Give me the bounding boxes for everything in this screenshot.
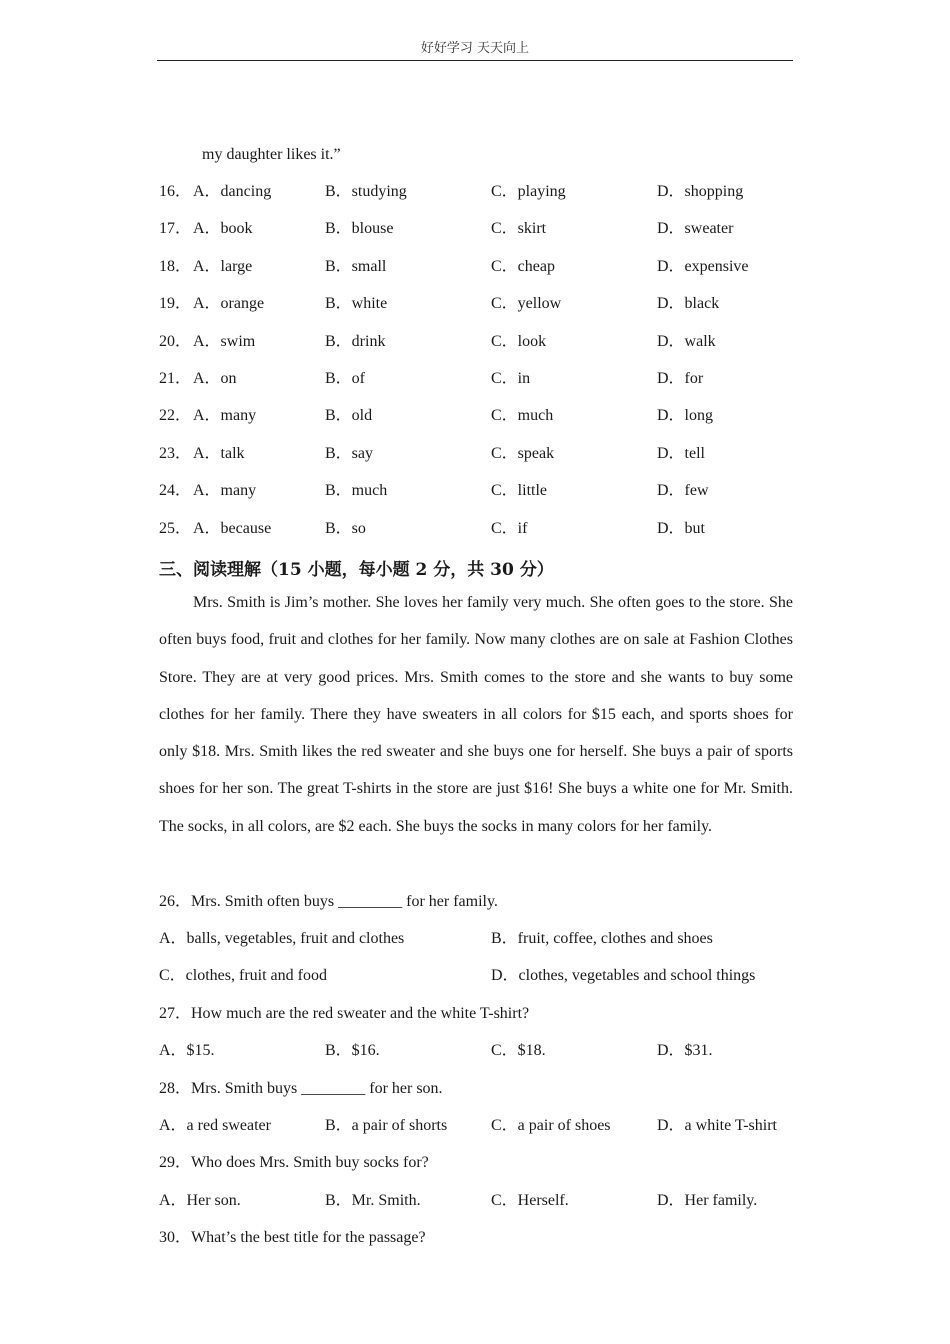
- option-a: A．many: [193, 407, 257, 425]
- option-b: B．much: [325, 482, 388, 500]
- question-number: 23．: [159, 444, 192, 462]
- option-a: A．balls, vegetables, fruit and clothes: [159, 930, 405, 947]
- cloze-question-18: [159, 257, 799, 277]
- question-26-options-row1: [159, 929, 799, 949]
- option-a: A．$15.: [159, 1042, 215, 1059]
- intro-line: my daughter likes it.”: [202, 146, 341, 163]
- cloze-question-23: [159, 444, 799, 464]
- question-28: 28．Mrs. Smith buys ________ for her son.: [159, 1080, 443, 1097]
- option-a: A．many: [193, 482, 257, 500]
- option-a: A．book: [193, 220, 253, 238]
- option-c: C．$18.: [491, 1042, 546, 1059]
- option-c: C．much: [491, 407, 554, 425]
- question-27-options: [159, 1041, 799, 1061]
- question-number: 25．: [159, 519, 192, 537]
- option-d: D．sweater: [657, 220, 734, 238]
- option-b: B．studying: [325, 183, 407, 200]
- option-b: B．so: [325, 519, 366, 537]
- option-c: C．in: [491, 370, 531, 387]
- option-d: D．tell: [657, 444, 705, 462]
- cloze-question-22: [159, 406, 799, 426]
- option-c: C．speak: [491, 444, 555, 462]
- passage-text: Mrs. Smith is Jim’s mother. She loves her family very much. She often goes to the store. She often buys food, fruit and clothes for her family. Now many clothes are on sale at Fashion Clothes Store. They are at very good prices. Mrs. Smith comes to the store and she wants to buy some clothes for her family. There they have sweaters in all colors for $15 each, and sports shoes for only $18. Mrs. Smith likes the red sweater and she buys one for herself. She buys a pair of sports shoes for her son. The great T-shirts in the store are just $16! She buys a white one for Mr. Smith. The socks, in all colors, are $2 each. She buys the socks in many colors for her family.: [159, 594, 793, 835]
- option-d: D．expensive: [657, 257, 749, 275]
- option-a: A．Her son.: [159, 1192, 241, 1209]
- page-header: 好好学习 天天向上: [420, 41, 530, 56]
- option-c: C．a pair of shoes: [491, 1117, 611, 1134]
- option-d: D．a white T-shirt: [657, 1117, 777, 1134]
- section-title: 三、阅读理解（15 小题，每小题 2 分，共 30 分）: [159, 560, 554, 580]
- option-d: D．shopping: [657, 183, 744, 200]
- option-d: D．for: [657, 370, 704, 387]
- question-number: 24．: [159, 482, 192, 500]
- option-b: B．say: [325, 444, 374, 462]
- question-number: 20．: [159, 332, 192, 350]
- option-c: C．Herself.: [491, 1192, 569, 1209]
- cloze-question-16: [159, 182, 799, 202]
- option-d: D．Her family.: [657, 1192, 758, 1209]
- question-29-options: [159, 1191, 799, 1211]
- option-a: A．swim: [193, 332, 256, 350]
- option-b: B．$16.: [325, 1042, 380, 1059]
- option-c: C．skirt: [491, 220, 547, 238]
- question-number: 17．: [159, 220, 192, 238]
- option-c: C．look: [491, 332, 547, 350]
- question-30: 30．What’s the best title for the passage?: [159, 1229, 426, 1246]
- cloze-question-21: [159, 369, 799, 389]
- option-b: B．small: [325, 257, 387, 275]
- cloze-question-19: [159, 294, 799, 314]
- option-b: B．blouse: [325, 220, 394, 238]
- question-26-options-row2: [159, 966, 799, 986]
- option-a: A．orange: [193, 295, 265, 313]
- option-a: A．because: [193, 519, 272, 537]
- option-d: D．walk: [657, 332, 716, 350]
- option-d: D．long: [657, 407, 714, 425]
- question-number: 19．: [159, 295, 192, 313]
- cloze-question-25: [159, 519, 799, 539]
- option-c: C．little: [491, 482, 548, 500]
- option-a: A．talk: [193, 444, 245, 462]
- header-divider: [157, 60, 793, 61]
- option-b: B．of: [325, 370, 366, 387]
- question-28-options: [159, 1116, 799, 1136]
- option-a: A．dancing: [193, 183, 272, 200]
- option-d: D．black: [657, 295, 720, 313]
- option-b: B．drink: [325, 332, 386, 350]
- question-number: 22．: [159, 407, 192, 425]
- option-b: B．Mr. Smith.: [325, 1192, 421, 1209]
- question-number: 18．: [159, 257, 192, 275]
- option-a: A．a red sweater: [159, 1117, 271, 1134]
- question-number: 16．: [159, 183, 192, 200]
- option-d: D．$31.: [657, 1042, 713, 1059]
- option-c: C．cheap: [491, 257, 555, 275]
- option-b: B．white: [325, 295, 388, 313]
- option-c: C．playing: [491, 183, 566, 200]
- question-26: 26．Mrs. Smith often buys ________ for her family.: [159, 893, 498, 910]
- reading-passage: [159, 584, 793, 845]
- question-number: 21．: [159, 370, 192, 387]
- cloze-question-17: [159, 219, 799, 239]
- cloze-question-20: [159, 332, 799, 352]
- question-27: 27．How much are the red sweater and the white T-shirt?: [159, 1005, 530, 1022]
- option-b: B．fruit, coffee, clothes and shoes: [491, 930, 713, 947]
- option-b: B．a pair of shorts: [325, 1117, 448, 1134]
- option-c: C．if: [491, 519, 528, 537]
- option-d: D．clothes, vegetables and school things: [491, 967, 756, 984]
- question-29: 29．Who does Mrs. Smith buy socks for?: [159, 1154, 429, 1171]
- option-d: D．but: [657, 519, 706, 537]
- option-a: A．large: [193, 257, 253, 275]
- option-d: D．few: [657, 482, 709, 500]
- cloze-question-24: [159, 481, 799, 501]
- option-c: C．yellow: [491, 295, 562, 313]
- option-c: C．clothes, fruit and food: [159, 967, 327, 984]
- option-a: A．on: [193, 370, 237, 387]
- option-b: B．old: [325, 407, 373, 425]
